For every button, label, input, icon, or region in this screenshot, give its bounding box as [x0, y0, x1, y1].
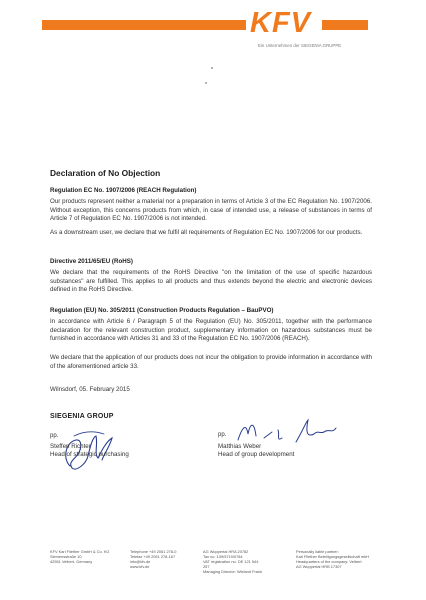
- footer-line: VAT registration no. DE 121 544: [203, 559, 259, 564]
- footer-line: www.kfv.de: [130, 564, 150, 569]
- signatory-name-right: Matthias Weber: [218, 443, 262, 450]
- company-stamp: SIEGENIA GROUP: [50, 413, 114, 420]
- footer-line: Telephone +49 2051 278-0: [130, 549, 177, 554]
- footer-partner: [296, 549, 369, 569]
- paragraph-reach-1: Our products represent neither a material nor a preparation in terms of Article 3 of the EC Regulation No. 1907/2006. Without exception, this concerns products from which, in case of intended use, a release of substances in terms of Article 7 of Regulation EC No. 1907/2006 is not intended.: [50, 198, 372, 223]
- footer-line: 42551 Velbert, Germany: [50, 559, 93, 564]
- footer-line: Karl Fliether Beteiligungsgesellschaft mbH: [296, 554, 370, 559]
- signatory-name-left: Steffen Richter: [50, 443, 91, 450]
- footer-line: 257: [203, 564, 210, 569]
- signatory-role-right: Head of group development: [218, 451, 295, 458]
- paragraph-baupvo-1: In accordance with Article 6 / Paragraph 5 of the Regulation (EU) No. 305/2011, together with the performance declaration for the relevant construction product, supplementary information on hazardous substances must be furnished in accordance with Articles 31 and 33 of the Regulation EC No. 1907/2006 (REACH).: [50, 318, 372, 343]
- scan-speck: [205, 82, 207, 84]
- footer-company-address: [50, 549, 109, 564]
- footer-line: Managing Director: Wieland Frank: [203, 569, 263, 574]
- document-title: Declaration of No Objection: [50, 168, 161, 178]
- section-heading-rohs: Directive 2011/65/EU (RoHS): [50, 258, 133, 265]
- footer-line: KFV Karl Fliether GmbH & Co. KG: [50, 549, 110, 554]
- footer-line: Personally liable partner:: [296, 549, 339, 554]
- logo-tagline: Ein Unternehmen der SIEGENIA GRUPPE: [258, 43, 342, 48]
- footer-registration: [203, 549, 262, 574]
- footer-line: Siemensstraße 10: [50, 554, 82, 559]
- footer-line: Headquarters of the company: Velbert: [296, 559, 362, 564]
- logo-bar-left: [42, 20, 246, 30]
- section-heading-baupvo: Regulation (EU) No. 305/2011 (Construction Products Regulation – BauPVO): [50, 307, 274, 314]
- footer-contact: [130, 549, 176, 569]
- place-date: Wilnsdorf, 05. February 2015: [50, 386, 130, 393]
- pp-label-right: pp.: [218, 432, 227, 438]
- logo-bar-right: [322, 20, 368, 30]
- footer-line: Telefax +49 2051 278-167: [130, 554, 176, 559]
- kfv-logo: KFV: [250, 7, 311, 39]
- footer-line: AG Wuppertal HRA 20782: [203, 549, 249, 554]
- pp-label-left: pp.: [50, 433, 59, 439]
- paragraph-rohs-1: We declare that the requirements of the RoHS Directive "on the limitation of the use of specific hazardous substances" are fulfilled. This applies to all products and thus extends beyond the electric and electronic devices defined in the RoHS Directive.: [50, 269, 372, 294]
- footer-line: info@kfv.de: [130, 559, 151, 564]
- scan-speck: [211, 67, 213, 69]
- footer-line: Tax no. 139/5719/0784: [203, 554, 243, 559]
- footer-line: AG Wuppertal HRB 17307: [296, 564, 342, 569]
- signatory-role-left: Head of strategic purchasing: [50, 451, 129, 458]
- paragraph-reach-2: As a downstream user, we declare that we fulfil all requirements of Regulation EC No. 1907/2006 for our products.: [50, 229, 363, 236]
- section-heading-reach: Regulation EC No. 1907/2006 (REACH Regulation): [50, 187, 197, 194]
- paragraph-baupvo-2: We declare that the application of our products does not incur the obligation to provide information in accordance with of the aforementioned article 33.: [50, 354, 372, 370]
